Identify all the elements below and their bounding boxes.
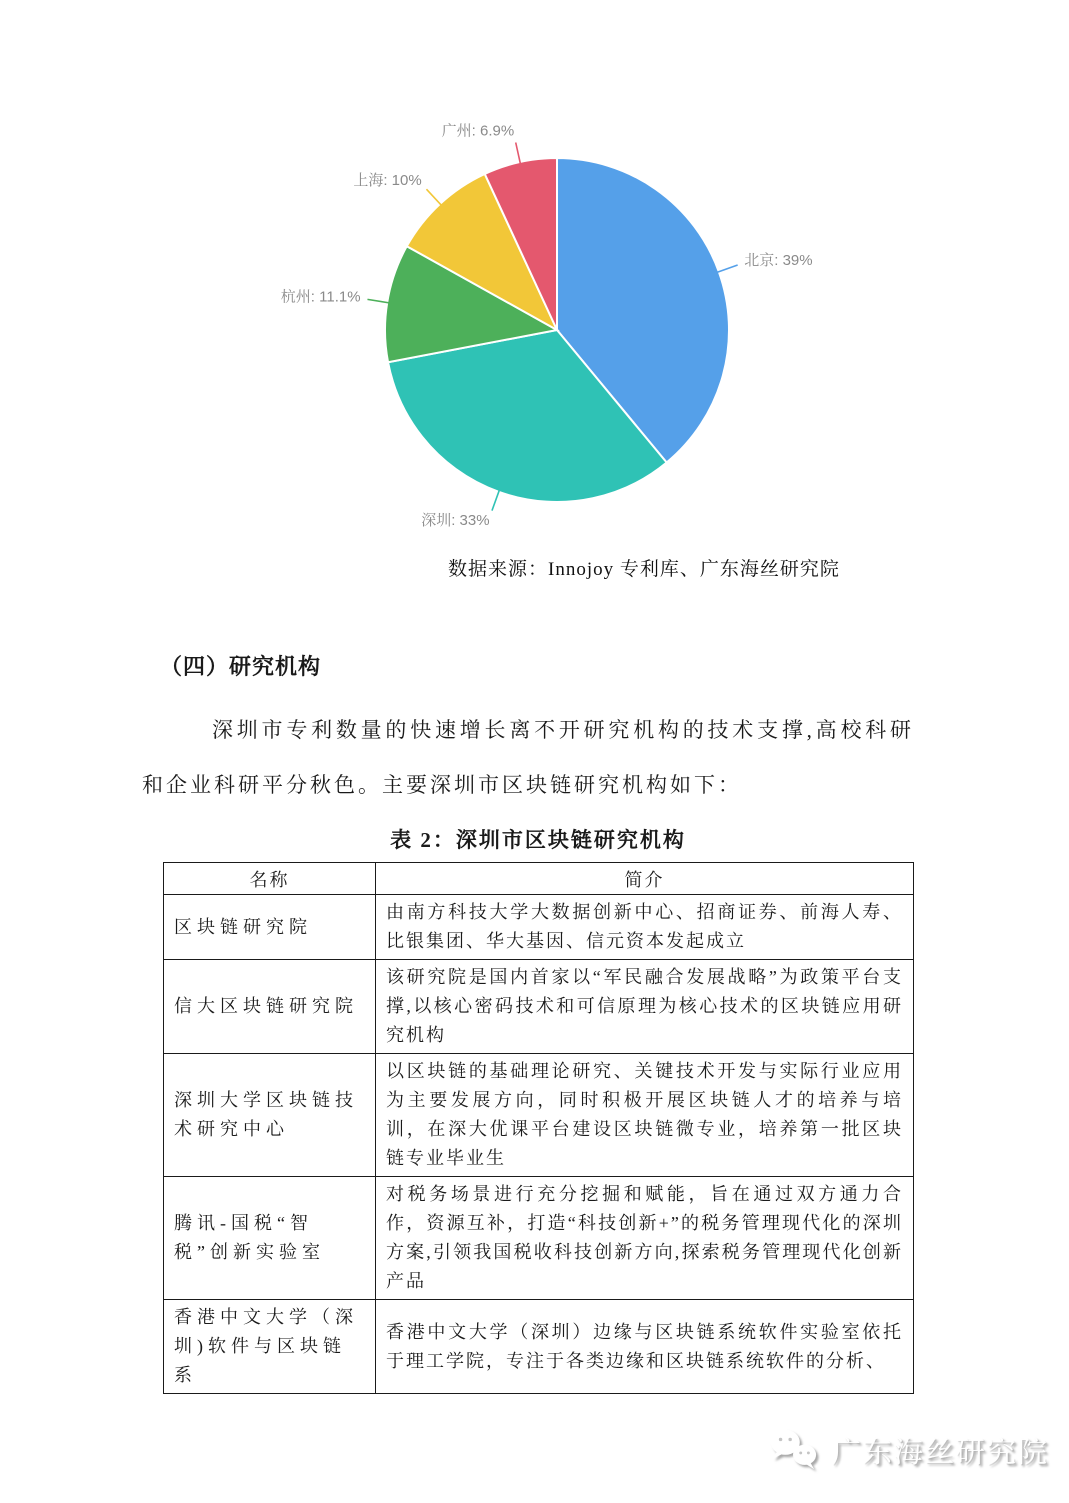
table-row xyxy=(164,1177,914,1300)
institution-desc: 以区块链的基础理论研究、关键技术开发与实际行业应用为主要发展方向，同时积极开展区块链人才的培养与培训，在深大优课平台建设区块链微专业，培养第一批区块链专业毕业生 xyxy=(376,1054,914,1177)
pie-leader-line xyxy=(516,142,521,163)
column-header-desc: 简介 xyxy=(376,863,914,895)
institution-desc: 该研究院是国内首家以“军民融合发展战略”为政策平台支撑,以核心密码技术和可信原理为核心技术的区块链应用研究机构 xyxy=(376,960,914,1054)
pie-label-深圳: 深圳: 33% xyxy=(421,511,490,529)
institution-name: 深圳大学区块链技术研究中心 xyxy=(164,1054,376,1177)
patent-city-share-pie-chart xyxy=(0,8,1069,556)
institutions-table xyxy=(163,862,914,1394)
table-row xyxy=(164,1300,914,1394)
institution-desc: 由南方科技大学大数据创新中心、招商证券、前海人寿、比银集团、华大基因、信元资本发起成立 xyxy=(376,895,914,960)
table-row xyxy=(164,1054,914,1177)
pie-leader-line xyxy=(426,189,441,205)
table-title: 表 2：深圳市区块链研究机构 xyxy=(390,828,686,852)
pie-label-杭州: 杭州: 11.1% xyxy=(280,288,361,306)
table-row xyxy=(164,895,914,960)
pie-label-北京: 北京: 39% xyxy=(744,252,813,270)
institution-name: 信大区块链研究院 xyxy=(164,960,376,1054)
column-header-name: 名称 xyxy=(164,863,376,895)
wechat-icon xyxy=(766,1426,822,1474)
institution-name: 区块链研究院 xyxy=(164,895,376,960)
pie-label-广州: 广州: 6.9% xyxy=(441,122,515,140)
institution-name: 腾讯-国税“智税”创新实验室 xyxy=(164,1177,376,1300)
table-header-row xyxy=(164,863,914,895)
table-row xyxy=(164,960,914,1054)
pie-leader-line xyxy=(492,490,499,511)
section-heading: （四）研究机构 xyxy=(160,654,322,679)
footer-brand-text: 广东海丝研究院 xyxy=(831,1436,1049,1469)
institution-desc: 香港中文大学（深圳）边缘与区块链系统软件实验室依托于理工学院，专注于各类边缘和区块链系统软件的分析、 xyxy=(376,1300,914,1394)
pie-label-上海: 上海: 10% xyxy=(353,172,422,190)
pie-chart-svg xyxy=(0,8,1069,556)
institutions-table-body xyxy=(164,895,914,1394)
body-paragraph: 深圳市专利数量的快速增长离不开研究机构的技术支撑,高校科研和企业科研平分秋色。主要深圳市区块链研究机构如下： xyxy=(142,718,914,797)
page-footer xyxy=(766,1426,1049,1474)
institution-desc: 对税务场景进行充分挖掘和赋能，旨在通过双方通力合作，资源互补，打造“科技创新+”的税务管理现代化的深圳方案,引领我国税收科技创新方向,探索税务管理现代化创新产品 xyxy=(376,1177,914,1300)
pie-leader-line xyxy=(367,299,389,303)
chart-source-caption: 数据来源：Innojoy 专利库、广东海丝研究院 xyxy=(448,559,840,580)
pie-leader-line xyxy=(717,265,738,272)
institution-name: 香港中文大学（深圳)软件与区块链系 xyxy=(164,1300,376,1394)
